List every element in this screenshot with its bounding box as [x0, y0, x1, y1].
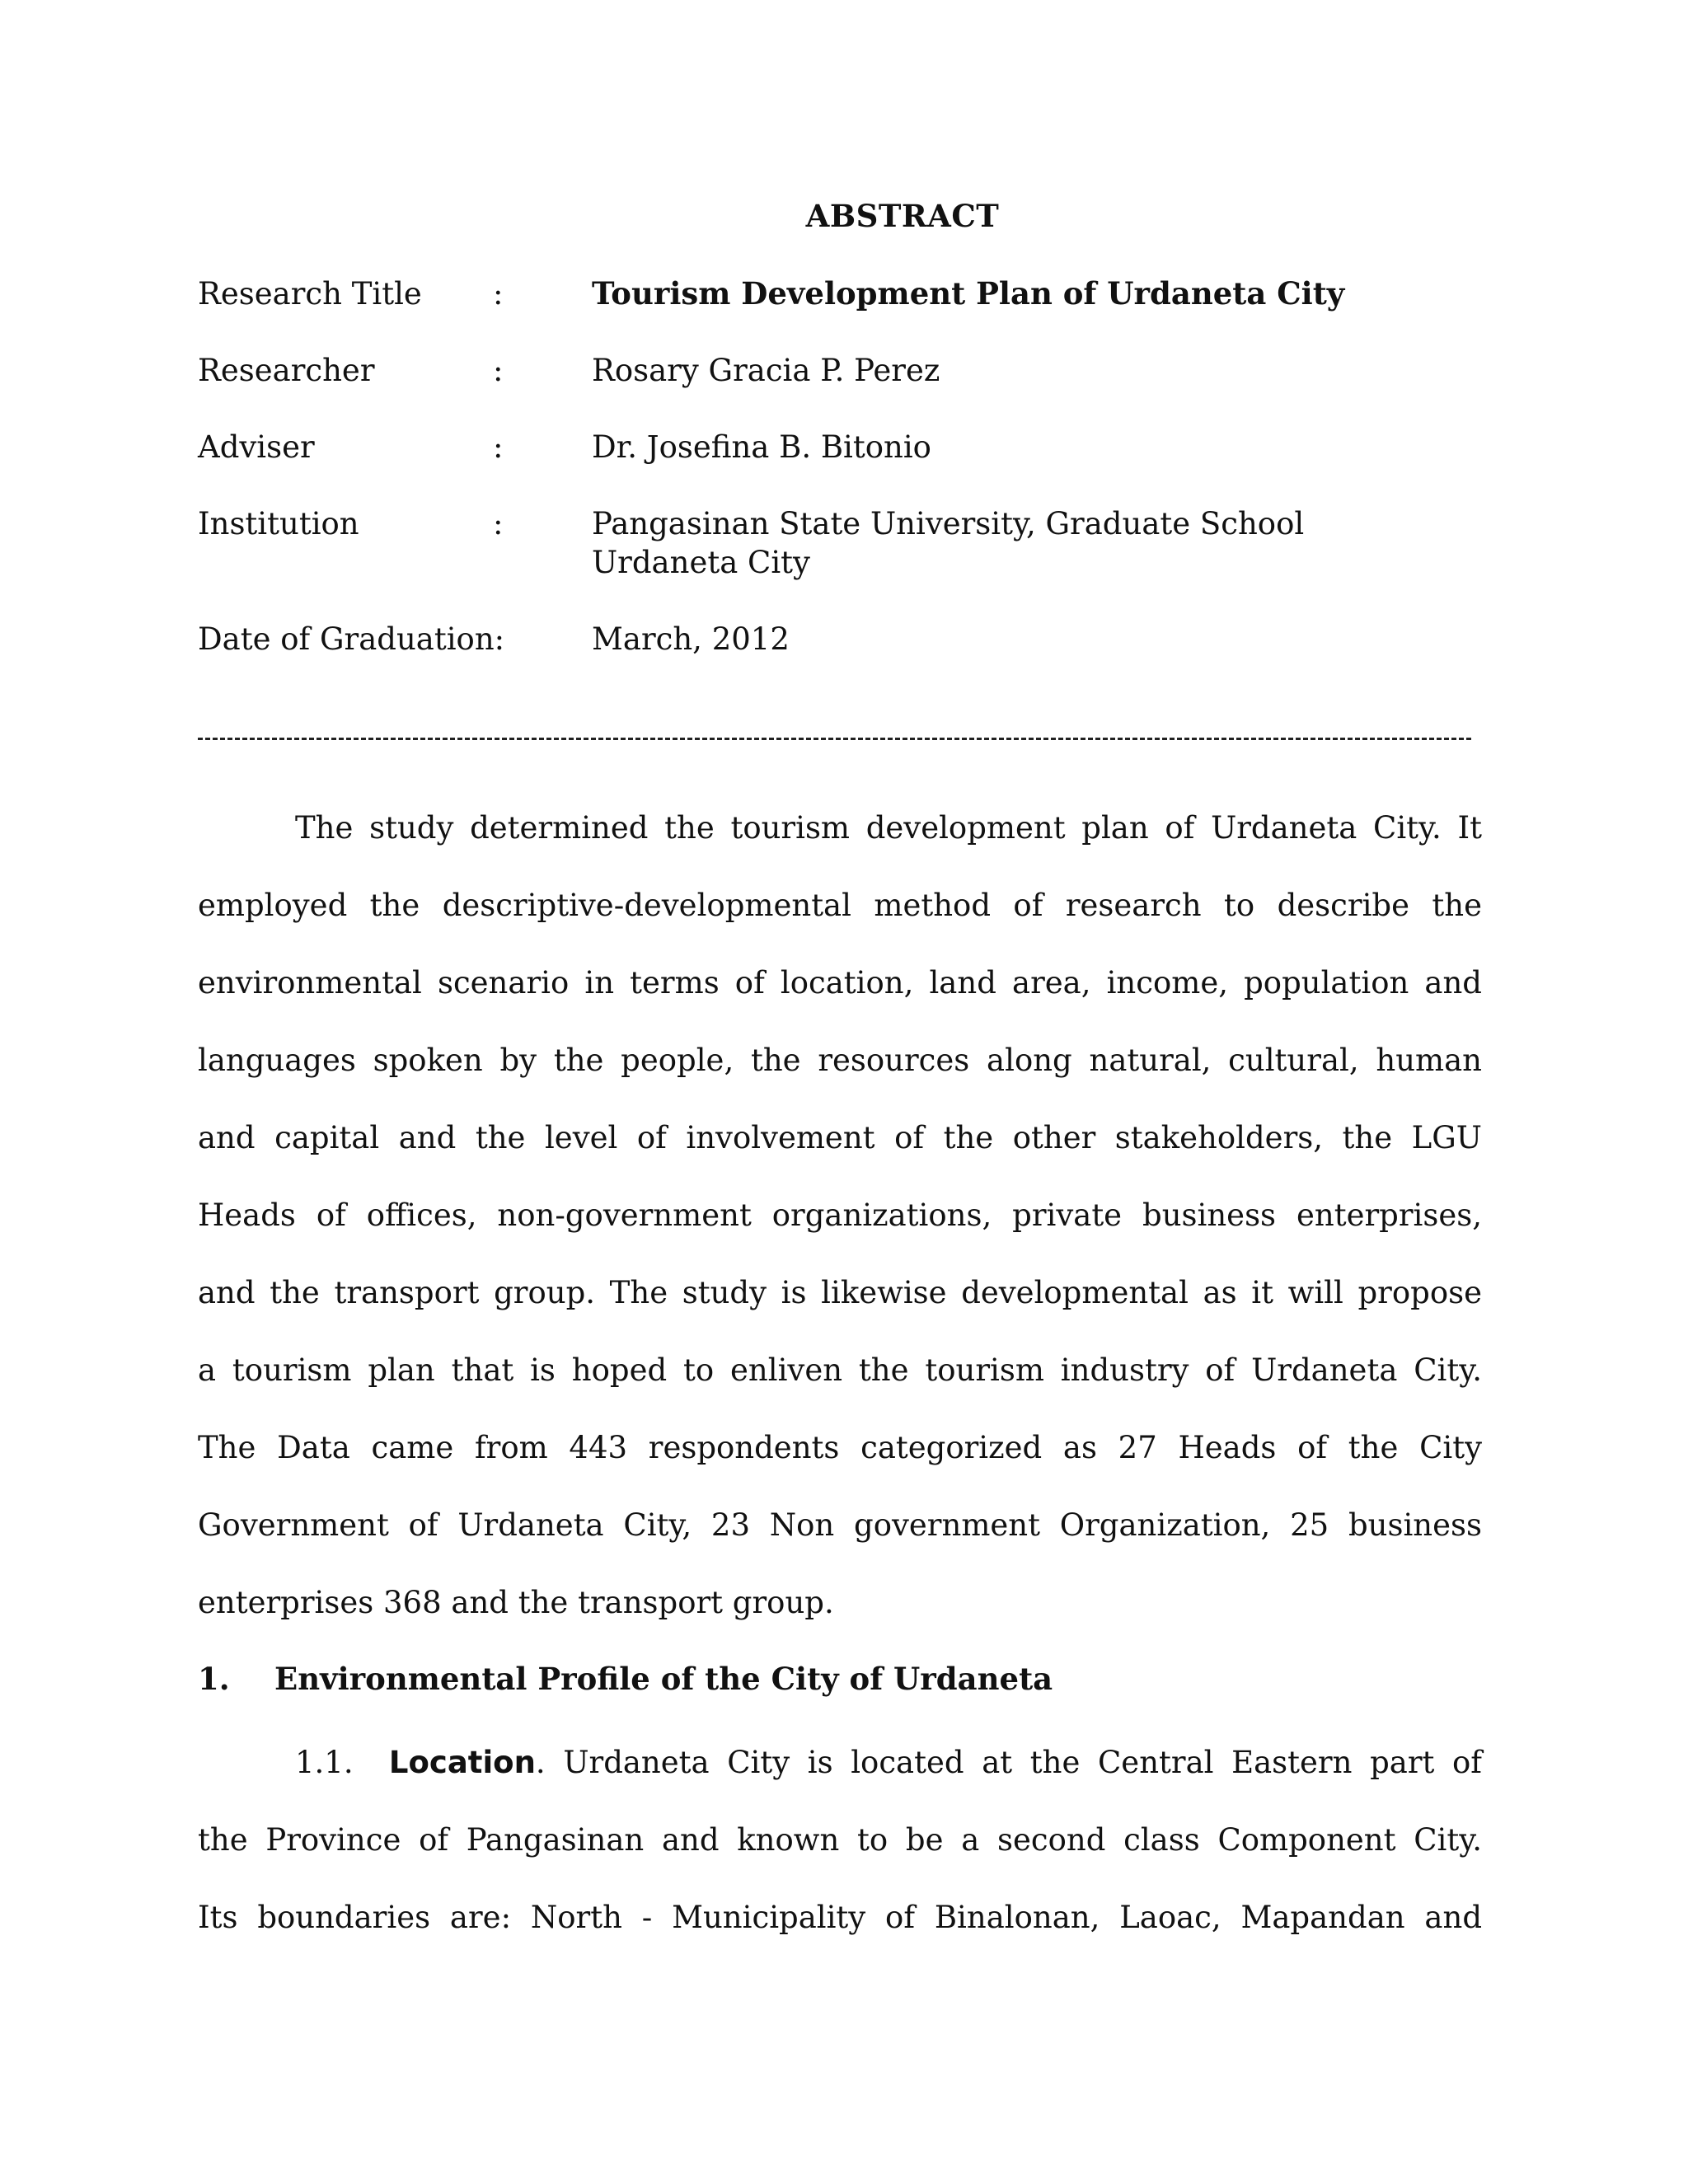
- abstract-heading: ABSTRACT: [805, 198, 1000, 234]
- meta-value-line: Dr. Josefina B. Bitonio: [592, 429, 931, 465]
- researcher-value: [592, 351, 1498, 390]
- subsection-title: Location: [388, 1745, 536, 1780]
- paragraph-line: The Data came from 443 respondents categorized as 27 Heads of the City: [198, 1430, 1482, 1465]
- paragraph-line: The study determined the tourism development plan of Urdaneta City. It: [295, 810, 1482, 846]
- paragraph-line: enterprises 368 and the transport group.: [198, 1585, 834, 1620]
- meta-colon: :: [493, 276, 504, 312]
- date-of-graduation-value: [592, 620, 1498, 658]
- institution-value: [592, 504, 1498, 582]
- meta-value-line: Rosary Gracia P. Perez: [592, 353, 940, 388]
- meta-label: Research Title: [198, 276, 422, 312]
- paragraph-line: employed the descriptive-developmental method of research to describe the: [198, 888, 1482, 923]
- paragraph-line: Its boundaries are: North - Municipality of Binalonan, Laoac, Mapandan and: [198, 1900, 1482, 1935]
- section-heading: [198, 1661, 1053, 1697]
- paragraph-line: languages spoken by the people, the resources along natural, cultural, human: [198, 1043, 1482, 1078]
- paragraph-line: and the transport group. The study is likewise developmental as it will propose: [198, 1275, 1482, 1310]
- meta-colon: :: [493, 353, 504, 388]
- subsection-first-line-rest: . Urdaneta City is located at the Central Eastern part of: [535, 1745, 1482, 1780]
- meta-label: Adviser: [198, 429, 315, 465]
- meta-label: Date of Graduation:: [198, 621, 505, 657]
- meta-value-line: March, 2012: [592, 621, 790, 657]
- paragraph-line: and capital and the level of involvement of the other stakeholders, the LGU: [198, 1120, 1482, 1155]
- paragraph-line: [198, 1724, 1482, 1802]
- meta-value-line: Tourism Development Plan of Urdaneta City: [592, 275, 1345, 312]
- meta-colon: :: [493, 506, 504, 541]
- meta-colon: :: [493, 429, 504, 465]
- paragraph-line: Heads of offices, non-government organizations, private business enterprises,: [198, 1197, 1482, 1233]
- paragraph-line: Government of Urdaneta City, 23 Non government Organization, 25 business: [198, 1507, 1482, 1543]
- section-title: Environmental Profile of the City of Urdaneta: [274, 1661, 1053, 1697]
- adviser-value: [592, 428, 1498, 466]
- paragraph-line: the Province of Pangasinan and known to be a second class Component City.: [198, 1822, 1482, 1858]
- meta-label: Researcher: [198, 353, 375, 388]
- abstract-paragraph: [198, 790, 1482, 1642]
- meta-label: Institution: [198, 506, 359, 541]
- subsection-number: 1.1.: [295, 1745, 354, 1780]
- research-title-value: [592, 274, 1498, 313]
- paragraph-line: environmental scenario in terms of location, land area, income, population and: [198, 965, 1482, 1001]
- section-number: 1.: [198, 1661, 230, 1697]
- paragraph-line: a tourism plan that is hoped to enliven the tourism industry of Urdaneta City.: [198, 1352, 1482, 1388]
- dashed-divider: [198, 738, 1471, 740]
- location-paragraph: [198, 1724, 1482, 1957]
- meta-value-line: Urdaneta City: [592, 545, 810, 580]
- meta-value-line: Pangasinan State University, Graduate School: [592, 506, 1305, 541]
